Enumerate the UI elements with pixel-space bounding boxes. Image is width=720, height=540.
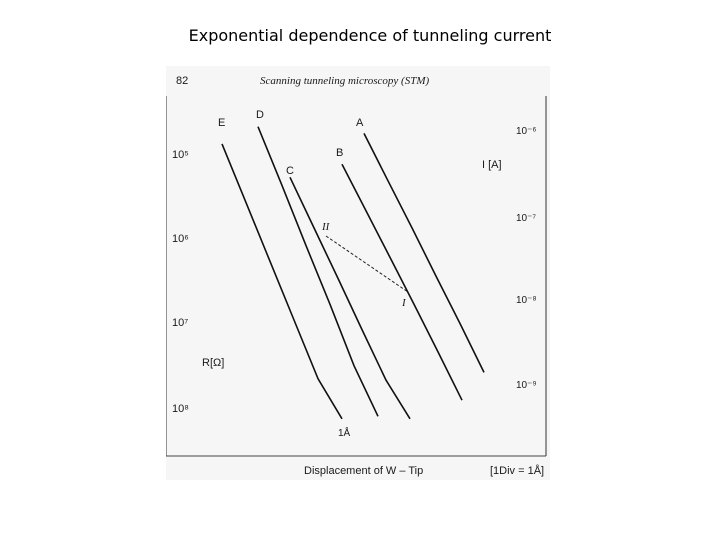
slide-title: Exponential dependence of tunneling current bbox=[188, 26, 552, 45]
curve-label-e: E bbox=[218, 117, 226, 129]
left-tick-label: 10⁷ bbox=[172, 317, 189, 329]
left-axis-label: R[Ω] bbox=[202, 357, 225, 369]
curves-group bbox=[222, 127, 484, 419]
page-header: Scanning tunneling microscopy (STM) bbox=[260, 75, 430, 87]
scanned-figure bbox=[166, 66, 550, 480]
x-axis-label: Displacement of W – Tip bbox=[304, 465, 424, 477]
curve-b bbox=[342, 164, 462, 400]
scale-note: [1Div = 1Å] bbox=[490, 465, 545, 477]
marker-ii: II bbox=[322, 221, 330, 233]
curve-d bbox=[258, 127, 378, 417]
right-tick-label: 10⁻⁷ bbox=[516, 213, 537, 224]
left-tick-label: 10⁸ bbox=[172, 403, 189, 415]
left-tick-label: 10⁵ bbox=[172, 149, 189, 161]
curve-label-b: B bbox=[336, 147, 344, 159]
curve-a bbox=[364, 133, 484, 372]
left-tick-label: 10⁶ bbox=[172, 233, 189, 245]
curve-label-d: D bbox=[256, 109, 264, 121]
stm-plot bbox=[166, 66, 550, 480]
scale-bar-label: 1Å bbox=[338, 428, 351, 439]
marker-i: I bbox=[402, 297, 406, 309]
right-tick-label: 10⁻⁸ bbox=[516, 295, 537, 306]
right-tick-label: 10⁻⁶ bbox=[516, 126, 537, 137]
right-axis-label: I [A] bbox=[482, 159, 502, 171]
page-number: 82 bbox=[176, 75, 189, 87]
curve-label-c: C bbox=[286, 165, 294, 177]
jump-line bbox=[326, 236, 408, 292]
right-tick-label: 10⁻⁹ bbox=[516, 380, 537, 391]
curve-c bbox=[290, 177, 410, 418]
curve-label-a: A bbox=[356, 117, 364, 129]
